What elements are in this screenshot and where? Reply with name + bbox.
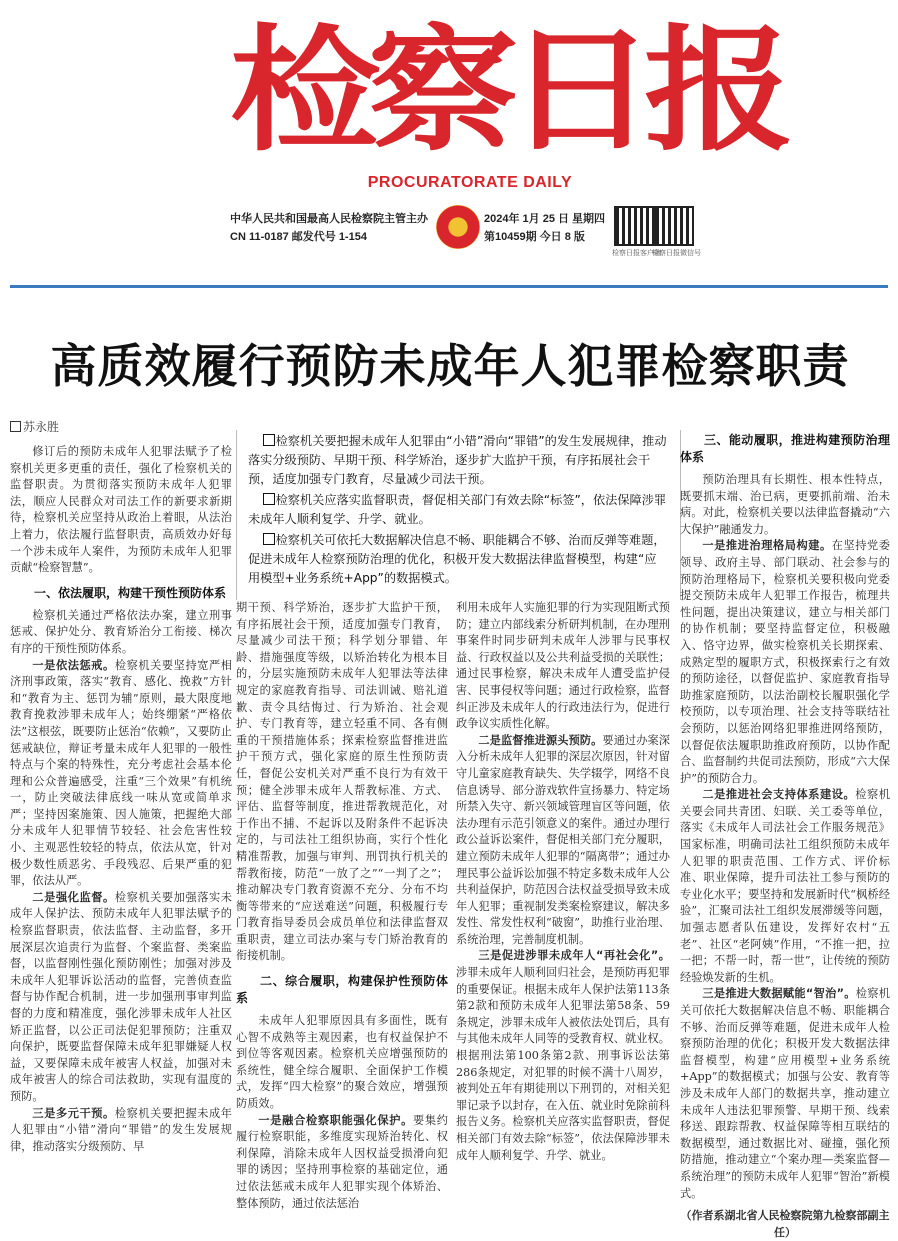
author-name: 苏永胜 (23, 420, 60, 434)
checkbox-icon (10, 421, 21, 432)
body-paragraph: 预防治理具有长期性、根本性特点，既要抓末端、治已病，更要抓前端、治未病。对此，检察机关要以法律监督撬动“六大保护”融通发力。 (680, 473, 890, 536)
masthead-divider (10, 285, 888, 288)
section-heading: 三、能动履职，推进构建预防治理体系 (680, 433, 890, 464)
body-paragraph: 未成年人犯罪原因具有多面性，既有心智不成熟等主观因素，也有权益保护不到位等客观因素。检察机关应增强预防的系统性，健全综合履职、全面保护工作模式，发挥“四大检察”的聚合效应，增强预防质效。 (236, 1014, 448, 1111)
body-paragraph: 一是融合检察职能强化保护。要集约履行检察职能，多维度实现矫治转化、权利保障，消除未成年人因权益受损滑向犯罪的诱因；坚持刑事检察的基础定位，通过依法惩戒未成年人犯罪实现个体矫治、整体预防，通过依法惩治 (236, 1113, 448, 1210)
qr-caption: 检察日报客户端 (612, 250, 661, 257)
article-column-3 (456, 600, 670, 1206)
checkbox-icon (263, 493, 275, 505)
body-paragraph: 检察机关通过严格依法办案，建立刑事惩戒、保护处分、教育矫治分工衔接、梯次有序的干预性预防体系。 (10, 608, 232, 655)
article-author (10, 418, 59, 435)
newspaper-logo-english: PROCURATORATE DAILY (367, 174, 573, 191)
intro-paragraph: 修订后的预防未成年人犯罪法赋予了检察机关更多更重的责任，强化了检察机关的监督职责。为贯彻落实预防未成年人犯罪法，顺应人民群众对司法工作的新要求新期待，检察机关应坚持从政治上着眼，从法治上着力，依法履行监督职责，高质效办好每一个涉未成年人案件，为预防未成年人犯罪贡献“检察智慧”。 (10, 445, 232, 575)
body-paragraph: 利用未成年人实施犯罪的行为实现阻断式预防；建立内部线索分析研判机制，在办理刑事案件时同步研判未成年人涉罪与民事权益、行政权益以及公共利益受损的关联性；通过民事检察，解决未成年人遭受监护侵害、民事侵权等问题；通过行政检察，监督纠正涉及未成年人的行政违法行为，促进行政争议实质性化解。 (456, 601, 670, 731)
body-paragraph: 三是推进大数据赋能“智治”。检察机关可依托大数据解决信息不畅、职能耦合不够、治而反弹等难题，促进未成年人检察预防治理的优化；积极开发大数据法律监督模型，构建“应用模型+业务系统+App”的数据模式；加强与公安、教育等涉及未成年人部门的数据共享，推动建立未成年人违法犯罪预警、早期干预、线索移送、跟踪帮教、权益保障等相互联结的数据模型，通过数据比对、碰撞，强化预防措施，推动建立“个案办理—类案监督—系统治理”的预防未成年人犯罪“智治”新模式。 (680, 987, 890, 1200)
article-column-2 (236, 600, 448, 1210)
section-heading: 一、依法履职，构建干预性预防体系 (34, 585, 227, 600)
column-divider (236, 430, 237, 600)
article-column-1 (10, 444, 232, 1206)
pull-quote (248, 432, 668, 590)
body-paragraph: 二是推进社会支持体系建设。检察机关要会同共青团、妇联、关工委等单位，落实《未成年人司法社会工作服务规范》国家标准，明确司法社工组织预防未成年人犯罪的职责范围、工作方式、评价标准、职业保障，提升司法社工参与预防的专业化水平；要坚持和发展新时代“枫桥经验”，汇聚司法社工组织发展滞缓等问题，加强志愿者队伍建设，发挥好农村“五老”、社区“老阿姨”作用，“不推一把，拉一把；不帮一时，帮一世”，让传统的预防经验焕发新的生机。 (680, 788, 890, 984)
publisher-info (230, 210, 428, 246)
section-heading: 二、综合履职，构建保护性预防体系 (236, 974, 448, 1006)
checkbox-icon (263, 434, 275, 446)
sponsor-line: 中华人民共和国最高人民检察院主管主办 (230, 213, 428, 225)
pull-quote-item: 检察机关要把握未成年人犯罪由“小错”滑向“罪错”的发生发展规律，推动落实分级预防、早期干预、科学矫治，逐步扩大监护干预，有序拓展社会干预，适度加强专门教育，尽量减少司法干预。 (248, 434, 667, 486)
masthead (0, 0, 898, 285)
newspaper-logo: 检察日报 (230, 11, 783, 170)
body-paragraph: 一是推进治理格局构建。在坚持党委领导、政府主导、部门联动、社会参与的预防治理格局下，检察机关要积极向党委提交预防未成年人犯罪工作报告，梳理共性问题，提出决策建议，建立与相关部门的协作机制；要坚持监督定位，积极融入、恪守边界，做实检察机关长期探索、成熟定型的履职方式，积极探索行之有效的预防途径，以督促监护、家庭教育指导助推家庭预防，以法治副校长履职强化学校预防，以专项治理、社会支持等联结社会预防，以惩治网络犯罪推进网络预防，以督促依法履职助推政府预防，以协作配合、监督制约共促司法预防，形成“六大保护”的预防合力。 (680, 539, 890, 785)
article-column-4 (680, 432, 890, 1239)
cn-number: CN 11-0187 邮发代号 1-154 (230, 231, 367, 243)
checkbox-icon (263, 533, 275, 545)
qr-caption: 检察日报微信号 (652, 250, 701, 257)
body-paragraph: 期干预、科学矫治，逐步扩大监护干预，有序拓展社会干预，适度加强专门教育，尽量减少司法干预；科学划分罪错、年龄、措施强度等级，以矫治转化为根本目的，分层实施预防未成年人犯罪法等法律规定的家庭教育指导、司法训诫、赔礼道歉、责令具结悔过、行为矫治、社会观护、专门教育等，建立轻重不同、各有侧重的干预措施体系；探索检察监督推进监护干预方式，强化家庭的原生性预防责任，督促公安机关对严重不良行为有效干预；健全涉罪未成年人帮教标准、方式、评估、监督等制度，推进帮教规范化，对于作出不捕、不起诉以及附条件不起诉决定的，与司法社工组织协商，实行个性化精准帮教，加强与审判、刑罚执行机关的帮教衔接，防范“一放了之”“一判了之”；推动解决专门教育资源不充分、分布不均衡等带来的“应送难送”问题，积极履行专门教育指导委员会成员单位和法律监督双重职责，建立司法办案与专门矫治教育的衔接机制。 (236, 601, 448, 963)
qr-code-icon[interactable] (654, 206, 694, 246)
qr-code-icon[interactable] (614, 206, 654, 246)
body-paragraph: 三是多元干预。检察机关要把握未成年人犯罪由“小错”滑向“罪错”的发生发展规律，推动落实分级预防、早 (10, 1106, 232, 1153)
author-affiliation: （作者系湖北省人民检察院第九检察部副主任） (680, 1209, 890, 1239)
issue-info (484, 210, 605, 246)
article-headline: 高质效履行预防未成年人犯罪检察职责 (50, 339, 850, 393)
pull-quote-item: 检察机关可依托大数据解决信息不畅、职能耦合不够、治而反弹等难题，促进未成年人检察预防治理的优化，积极开发大数据法律监督模型，构建“应用模型+业务系统+App”的数据模式。 (248, 533, 666, 585)
issue-date: 2024年 1月 25 日 星期四 (484, 213, 606, 225)
pull-quote-item: 检察机关应落实监督职责，督促相关部门有效去除“标签”，依法保障涉罪未成年人顺利复学、升学、就业。 (248, 493, 667, 526)
body-paragraph: 一是依法惩戒。检察机关要坚持宽严相济刑事政策，落实“教育、感化、挽救”方针和“教育为主、惩罚为辅”原则，最大限度地教育挽救涉罪未成年人；始终绷紧“严格依法”这根弦，既要防止惩治“依赖”，又要防止惩戒缺位，辩证考量未成年人犯罪的一般性特点与个案的特殊性，充分考虑社会基本伦理和公众普遍感受，注重“三个效果”有机统一，防止突破法律底线一味从宽或简单求严；坚持因案施策、因人施策，把握绝大部分未成年人犯罪情节较轻、社会危害性较小、主观恶性较轻的特点，依法从宽，针对极少数性质恶劣、手段残忍、后果严重的犯罪，依法从严。 (10, 658, 232, 888)
body-paragraph: 三是促进涉罪未成年人“再社会化”。涉罪未成年人顺利回归社会，是预防再犯罪的重要保证。根据未成年人保护法第113条第2款和预防未成年人犯罪法第58条、59条规定，涉罪未成年人被依法处罚后，具有与其他未成年人同等的受教育权、就业权。根据刑法第100条第2款、刑事诉讼法第286条规定，对犯罪的时候不满十八周岁，被判处五年有期徒刑以下刑罚的，对相关犯罪记录予以封存，在入伍、就业时免除前科报告义务。检察机关应落实监督职责，督促相关部门有效去除“标签”，依法保障涉罪未成年人顺利复学、升学、就业。 (456, 949, 670, 1162)
body-paragraph: 二是强化监督。检察机关要加强落实未成年人保护法、预防未成年人犯罪法赋予的检察监督职责，依法监督、主动监督，多开展深层次追责行为监督、个案监督、类案监督，以监督刚性强化预防刚性；加强对涉及未成年人犯罪诉讼活动的监督，完善侦查监督与协作配合机制，进一步加强刑事审判监督的力度和精准度，强化涉罪未成年人社区矫正监督，以公正司法促犯罪预防；注重双向保护，既要监督保障未成年犯罪嫌疑人权益，又要保障未成年被害人权益，加强对未成年被害人的综合司法救助，实现有温度的预防。 (10, 890, 232, 1103)
body-paragraph: 二是监督推进源头预防。要通过办案深入分析未成年人犯罪的深层次原因，针对留守儿童家庭教育缺失、失学辍学，网络不良信息诱导、部分游戏软件宣扬暴力、特定场所禁入失守、新兴领域管理盲区等问题，依法办理有示范引领意义的案件。通过办理行政公益诉讼案件，督促相关部门充分履职，建立预防未成年人犯罪的“隔离带”；通过办理民事公益诉讼加强不特定多数未成年人公共利益保护，防范因合法权益受损导致未成年人犯罪；重视制发类案检察建议，解决多发性、常发性权利“破窗”，助推行业治理、系统治理，完善制度机制。 (456, 733, 670, 946)
issue-number: 第10459期 今日 8 版 (484, 231, 585, 243)
procuratorate-emblem-icon (436, 205, 480, 249)
